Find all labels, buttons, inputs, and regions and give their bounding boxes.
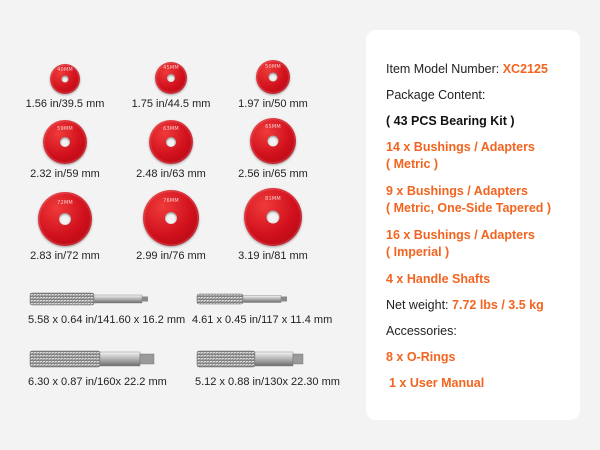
disc-etch-text: 59MM [57, 126, 73, 132]
model-number-value: XC2125 [502, 62, 548, 76]
disc-etch-text: 40MM [57, 67, 73, 73]
handle-shaft-image [195, 288, 291, 310]
bushing-size-label: 2.56 in/65 mm [238, 168, 308, 180]
disc-etch-text: 72MM [57, 200, 73, 206]
model-number-line [386, 62, 548, 76]
bushing-disc-6 [218, 118, 328, 180]
o-rings-count: 8 x O-Rings [386, 350, 456, 364]
bushing-disc-3 [218, 60, 328, 110]
bushing-disc-9 [218, 188, 328, 262]
bushing-size-label: 2.83 in/72 mm [30, 250, 100, 262]
bushings-imperial: 16 x Bushings / Adapters [386, 228, 535, 242]
bushings-tapered: 9 x Bushings / Adapters [386, 184, 528, 198]
bushing-disc-2 [116, 62, 226, 110]
handle-shaft-image [195, 346, 307, 372]
bushing-size-label: 2.48 in/63 mm [136, 168, 206, 180]
shaft-size-label: 4.61 x 0.45 in/117 x 11.4 mm [192, 314, 333, 326]
bushing-disc-image [50, 64, 80, 94]
bushing-size-label: 2.99 in/76 mm [136, 250, 206, 262]
handle-shafts-count: 4 x Handle Shafts [386, 272, 491, 286]
disc-etch-text: 45MM [163, 65, 179, 71]
bushings-metric-note: ( Metric ) [386, 157, 439, 171]
net-weight-line [386, 298, 544, 312]
net-weight-label: Net weight: [386, 298, 453, 312]
handle-shaft-4 [195, 346, 307, 377]
bushing-disc-image [244, 188, 302, 246]
kit-title: ( 43 PCS Bearing Kit ) [386, 114, 515, 128]
shaft-size-label: 5.58 x 0.64 in/141.60 x 16.2 mm [28, 314, 186, 326]
handle-shaft-3 [28, 346, 158, 377]
handle-shaft-1 [28, 288, 152, 315]
bushing-disc-7 [10, 192, 120, 262]
handle-shaft-image [28, 288, 152, 310]
bushing-size-label: 2.32 in/59 mm [30, 168, 100, 180]
bushings-metric: 14 x Bushings / Adapters [386, 140, 535, 154]
bushing-disc-image [38, 192, 92, 246]
handle-shaft-2 [195, 288, 291, 315]
accessories-label: Accessories: [386, 324, 457, 338]
bushing-disc-image [250, 118, 296, 164]
bushings-tapered-note: ( Metric, One-Side Tapered ) [386, 201, 552, 215]
disc-etch-text: 50MM [265, 64, 281, 70]
bushing-disc-image [149, 120, 193, 164]
disc-etch-text: 65MM [265, 124, 281, 130]
shaft-size-label: 6.30 x 0.87 in/160x 22.2 mm [28, 376, 167, 388]
disc-etch-text: 76MM [163, 198, 179, 204]
handle-shaft-image [28, 346, 158, 372]
bushing-size-label: 3.19 in/81 mm [238, 250, 308, 262]
disc-etch-text: 81MM [265, 196, 281, 202]
disc-etch-text: 63MM [163, 126, 179, 132]
shaft-size-label: 5.12 x 0.88 in/130x 22.30 mm [195, 376, 340, 388]
bushing-disc-image [256, 60, 290, 94]
bushings-imperial-note: ( Imperial ) [386, 245, 450, 259]
bushing-disc-4 [10, 120, 120, 180]
bushing-size-label: 1.56 in/39.5 mm [25, 98, 105, 110]
user-manual-count: 1 x User Manual [389, 376, 485, 390]
net-weight-value: 7.72 lbs / 3.5 kg [452, 298, 544, 312]
bushing-size-label: 1.75 in/44.5 mm [131, 98, 211, 110]
bushing-size-label: 1.97 in/50 mm [238, 98, 308, 110]
bushing-disc-image [155, 62, 187, 94]
spec-panel [366, 30, 580, 420]
bushing-disc-image [43, 120, 87, 164]
bushing-disc-8 [116, 190, 226, 262]
bushing-disc-5 [116, 120, 226, 180]
bushing-disc-image [143, 190, 199, 246]
bushing-disc-1 [10, 64, 120, 110]
package-content-label: Package Content: [386, 88, 486, 102]
model-number-label: Item Model Number: [386, 62, 503, 76]
